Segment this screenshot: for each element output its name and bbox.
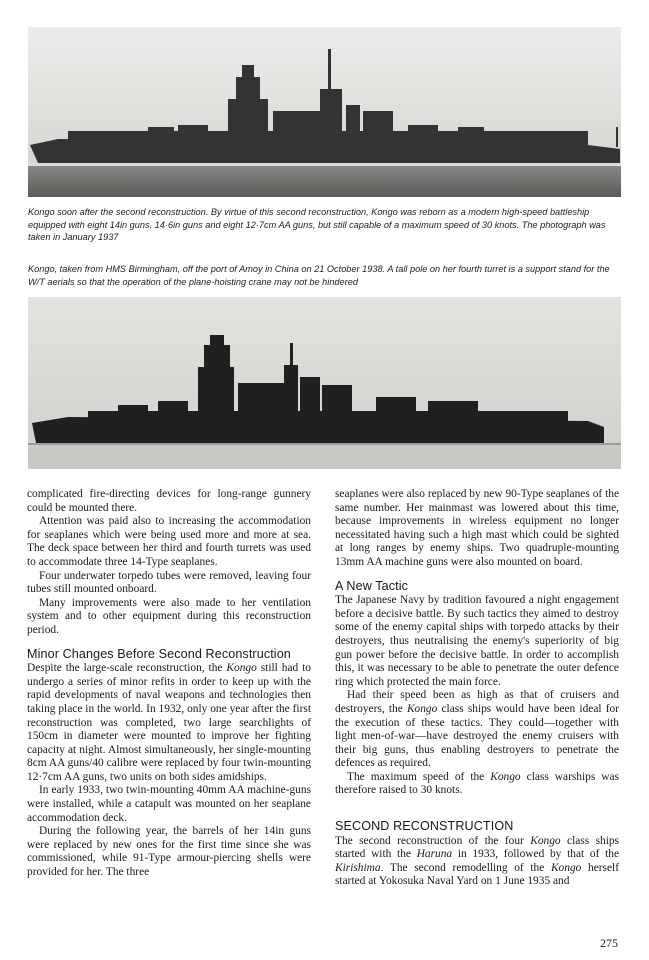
paragraph: The second reconstruction of the four Kongo class ships started with the Haruna in 1933, followed by that of the Kirishima. The second remodelling of the Kongo herself started at Yokosuka Naval Yard on 1 June 1935 and (335, 834, 619, 888)
photo-kongo-1937 (28, 27, 621, 197)
ship-name: Kongo (406, 702, 438, 715)
photo-kongo-1938 (28, 297, 621, 469)
section-heading: A New Tactic (335, 578, 409, 593)
paragraph: The Japanese Navy by tradition favoured a night engagement before a decisive battle. By such tactics they aimed to destroy some of the enemy capital ships with torpedo attacks by their destroyers, thus neutralising the enemy's superiority of big gun power before the decisive battle. In order to accomplish this, it was necessary to be able to penetrate the outer defence ring which protected the main force. (335, 594, 619, 688)
paragraph: Had their speed been as high as that of cruisers and destroyers, the Kongo class ships would have been ideal for the execution of these tactics. They could—together with light men-of-war—have destroyed the enemy cruisers with their big guns, thus enabling destroyers to penetrate the defences as required. (335, 689, 619, 770)
paragraph: Despite the large-scale reconstruction, the Kongo still had to undergo a series of minor refits in order to keep up with the rapid developments of naval weapons and technologies then taking place in the world. In 1932, only one year after the first reconstruction was completed, two large searchlights of 150cm in diameter were mounted to improve her fighting capacity at night. Almost simultaneously, her single-mounting 8cm AA guns/40 calibre were replaced by four twin-mounting 12·7cm AA guns, two units on both sides amidships. (27, 662, 311, 783)
photo-caption-1: Kongo soon after the second reconstruction. By virtue of this second reconstruction, Kongo was reborn as a modern high-speed battleship equipped with eight 14in guns, 14·6in guns and eight 12·7cm AA guns, but still capable of a maximum speed of 30 knots. The photograph was taken in January 1937 (28, 207, 606, 242)
photo-caption-2: Kongo, taken from HMS Birmingham, off the port of Amoy in China on 21 October 1938. A tall pole on her fourth turret is a support stand for the W/T aerials so that the operation of the plane-hoisting crane may not be hindered (28, 264, 610, 287)
ship-name: Kongo (530, 834, 561, 847)
paragraph: The maximum speed of the Kongo class warships was therefore raised to 30 knots. (335, 770, 619, 797)
page-number: 275 (600, 936, 618, 950)
section-heading: SECOND RECONSTRUCTION (335, 819, 514, 834)
ship-name: Kongo (226, 662, 257, 675)
ship-name: Haruna (416, 848, 453, 861)
paragraph: Attention was paid also to increasing the accommodation for seaplanes which were being used more and more at sea. The deck space between her third and fourth turrets was used to accommodate three 14-Type seaplanes. (27, 515, 311, 568)
battleship-photo-2-image (28, 297, 621, 469)
section-heading: Minor Changes Before Second Reconstruction (27, 646, 291, 661)
paragraph: seaplanes were also replaced by new 90-Type seaplanes of the same number. Her mainmast was lowered about this time, because improvements in wireless equipment no longer necessitated having such a high mast which could be sighted at long ranges by enemy ships. Two quadruple-mounting 13mm AA machine guns were also mounted on board. (335, 488, 619, 568)
paragraph: During the following year, the barrels of her 14in guns were replaced by new ones for the first time since she was commissioned, while 91-Type armour-piercing shells were provided for her. The three (27, 825, 311, 879)
paragraph: In early 1933, two twin-mounting 40mm AA machine-guns were installed, while a catapult was mounted on her seaplane accommodation deck. (27, 784, 311, 824)
battleship-photo-1-image (28, 27, 621, 197)
paragraph: Four underwater torpedo tubes were removed, leaving four tubes still mounted onboard. (27, 569, 311, 596)
paragraph: complicated fire-directing devices for long-range gunnery could be mounted there. (27, 488, 311, 514)
ship-name: Kongo (490, 770, 521, 783)
ship-name: Kirishima (335, 861, 381, 874)
right-text-column (335, 488, 619, 889)
paragraph: Many improvements were also made to her ventilation system and to other equipment during this reconstruction period. (27, 596, 311, 636)
left-text-column (27, 488, 311, 880)
ship-name: Kongo (550, 861, 582, 874)
